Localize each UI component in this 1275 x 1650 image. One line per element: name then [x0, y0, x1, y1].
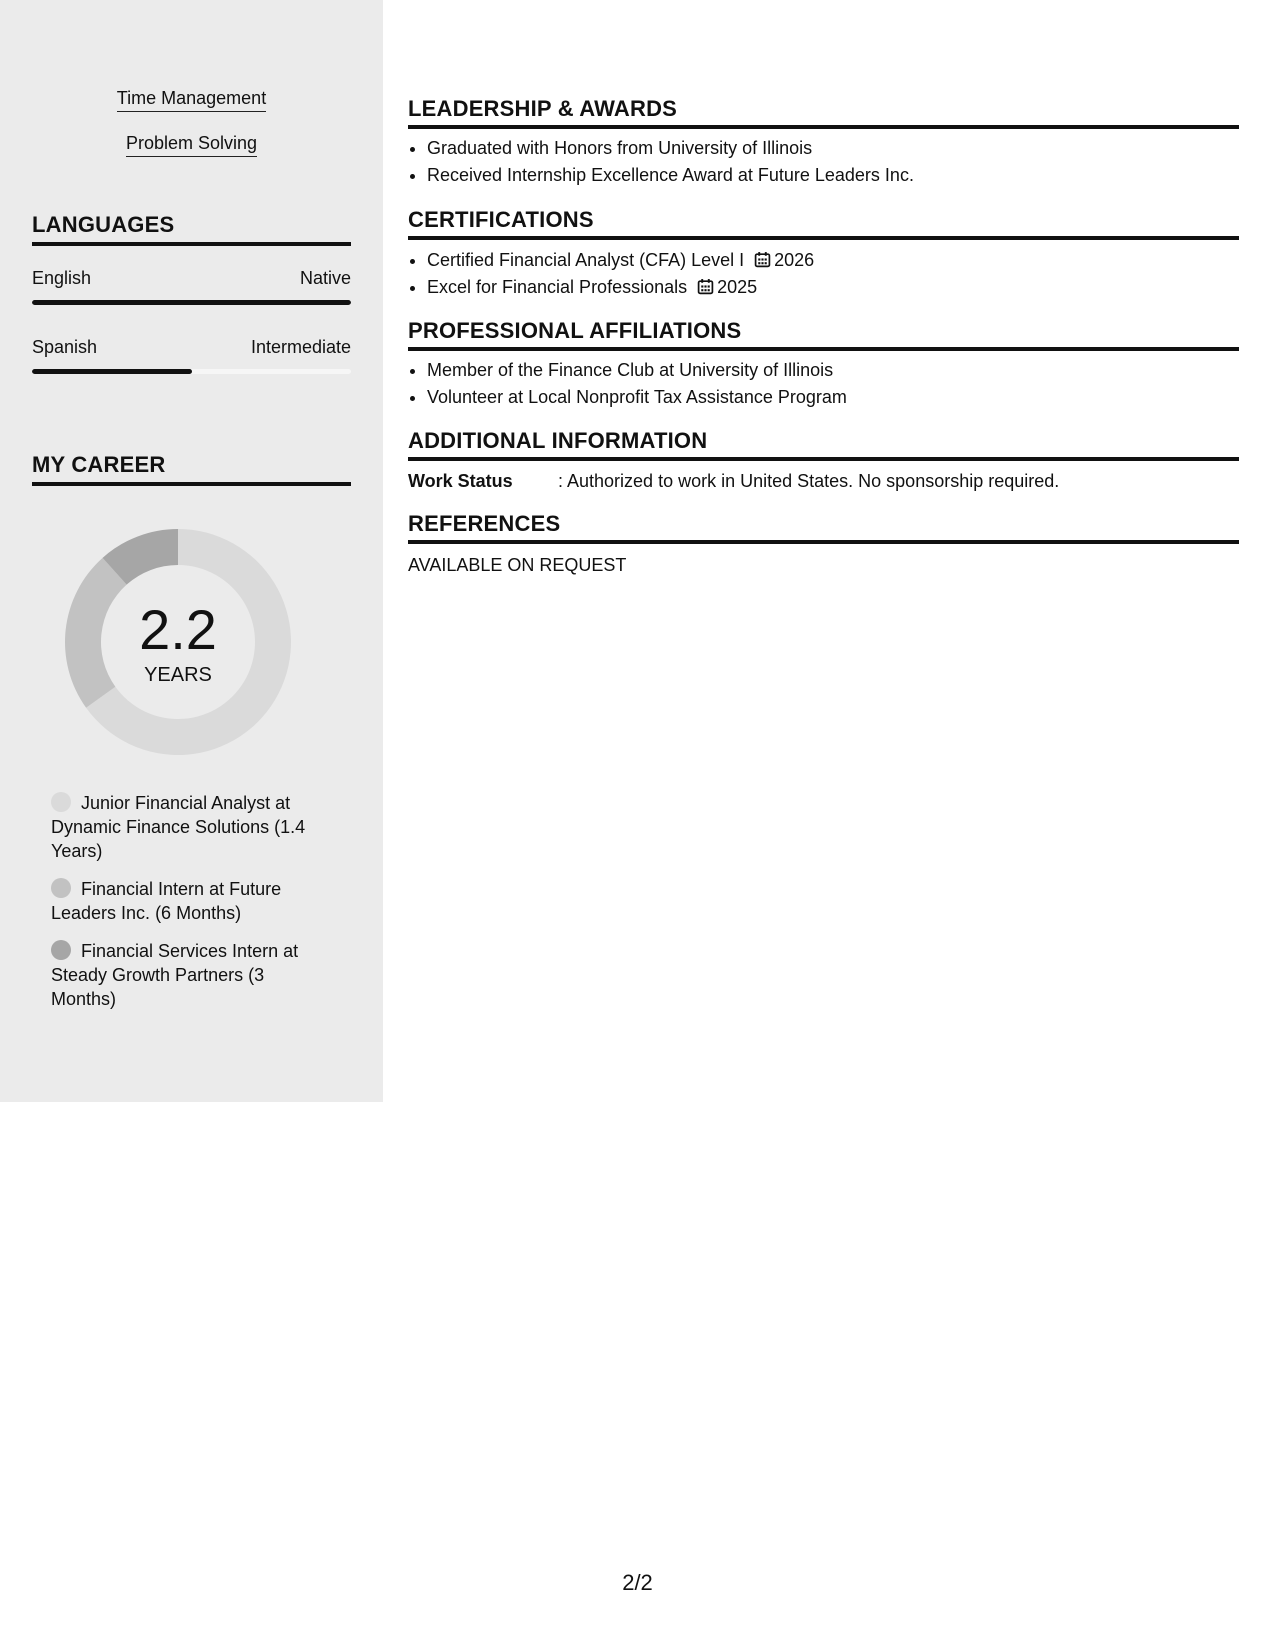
work-status-value: : Authorized to work in United States. No sponsorship required. [558, 471, 1060, 491]
language-row [32, 268, 351, 289]
list-item: • Received Internship Excellence Award at Future Leaders Inc. [427, 162, 1258, 189]
career-item: Financial Services Intern at Steady Growth Partners (3 Months) [51, 941, 299, 1009]
career-total-unit: YEARS [144, 664, 212, 686]
affiliations-heading: PROFESSIONAL AFFILIATIONS [408, 318, 1239, 351]
language-level: Native [299, 268, 351, 288]
language-proficiency-fill [32, 369, 192, 374]
career-item: Financial Intern at Future Leaders Inc. (6 Months) [51, 879, 282, 923]
language-proficiency-bar [32, 300, 351, 305]
career-total-value: 2.2 [139, 598, 217, 661]
references-heading: REFERENCES [408, 511, 1239, 544]
languages-heading: LANGUAGES [32, 212, 351, 246]
leadership-list [408, 135, 1258, 189]
language-level: Intermediate [250, 337, 351, 357]
references-text: AVAILABLE ON REQUEST [408, 555, 627, 575]
skill-item: Time Management [0, 88, 383, 112]
list-item: • Excel for Financial Professionals 2025 [427, 274, 1258, 301]
affiliations-list [408, 357, 1258, 411]
language-row [32, 337, 351, 358]
career-legend-dot [51, 792, 71, 812]
certifications-list [408, 247, 1258, 301]
work-status-row [408, 471, 1239, 492]
career-legend-dot [51, 878, 71, 898]
language-proficiency-bar [32, 369, 351, 374]
leadership-heading: LEADERSHIP & AWARDS [408, 96, 1239, 129]
list-item: • Volunteer at Local Nonprofit Tax Assistance Program [427, 384, 1258, 411]
page-number: 2/2 [622, 1570, 653, 1595]
certifications-heading: CERTIFICATIONS [408, 207, 1239, 240]
skill-item: Problem Solving [0, 133, 383, 157]
calendar-icon [754, 251, 771, 268]
list-item: • Certified Financial Analyst (CFA) Level I 2026 [427, 247, 1258, 274]
list-item: • Member of the Finance Club at University of Illinois [427, 357, 1258, 384]
calendar-icon [697, 278, 714, 295]
language-proficiency-fill [32, 300, 351, 305]
career-heading: MY CAREER [32, 452, 351, 486]
language-name: Spanish [32, 337, 98, 357]
work-status-label: Work Status [408, 471, 513, 491]
career-legend-dot [51, 940, 71, 960]
language-name: English [32, 268, 92, 288]
list-item: • Graduated with Honors from University of Illinois [427, 135, 1258, 162]
career-item: Junior Financial Analyst at Dynamic Finance Solutions (1.4 Years) [51, 793, 306, 861]
additional-info-heading: ADDITIONAL INFORMATION [408, 428, 1239, 461]
sidebar [0, 0, 383, 1102]
